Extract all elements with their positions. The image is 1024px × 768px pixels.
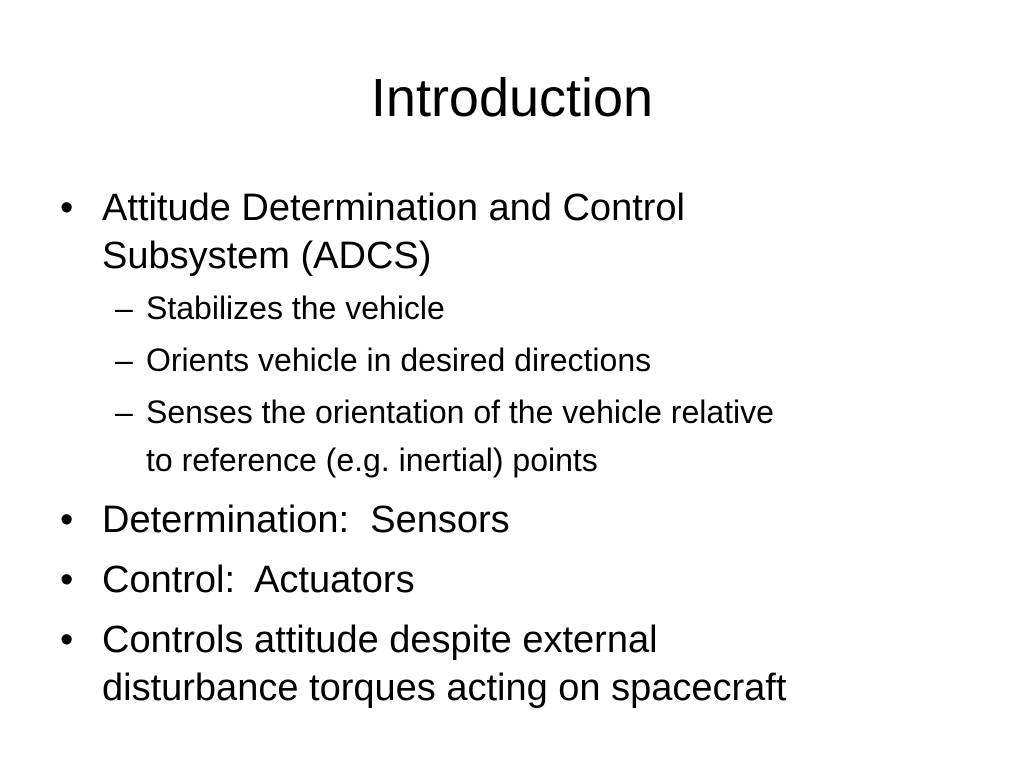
bullet-marker: • — [60, 187, 74, 229]
dash-marker: – — [115, 342, 133, 378]
subbullet-text: Stabilizes the vehicle — [146, 290, 445, 326]
bullet-marker: • — [60, 559, 74, 601]
bullet-text-line: Subsystem (ADCS) — [102, 235, 432, 277]
subbullet-text: Orients vehicle in desired directions — [146, 342, 652, 378]
bullet-text: Determination: Sensors — [102, 499, 510, 541]
subbullet-list — [60, 284, 960, 484]
subbullet-item-senses — [60, 388, 960, 484]
bullet-marker: • — [60, 499, 74, 541]
dash-marker: – — [115, 290, 133, 326]
bullet-text: Control: Actuators — [102, 559, 415, 601]
bullet-item-control — [60, 556, 960, 604]
slide-title: Introduction — [370, 68, 654, 128]
subbullet-item-stabilizes — [60, 284, 960, 332]
dash-marker: – — [115, 394, 133, 430]
bullet-item-controls-attitude — [60, 616, 960, 712]
subbullet-text-line: Senses the orientation of the vehicle relative — [146, 394, 774, 430]
slide-body — [60, 184, 960, 724]
bullet-item-determination — [60, 496, 960, 544]
subbullet-item-orients — [60, 336, 960, 384]
bullet-text-line: disturbance torques acting on spacecraft — [102, 667, 787, 709]
subbullet-text-line: to reference (e.g. inertial) points — [146, 442, 598, 478]
bullet-item-adcs — [60, 184, 960, 484]
bullet-marker: • — [60, 619, 74, 661]
bullet-text-line: Attitude Determination and Control — [102, 187, 685, 229]
bullet-text-line: Controls attitude despite external — [102, 619, 658, 661]
